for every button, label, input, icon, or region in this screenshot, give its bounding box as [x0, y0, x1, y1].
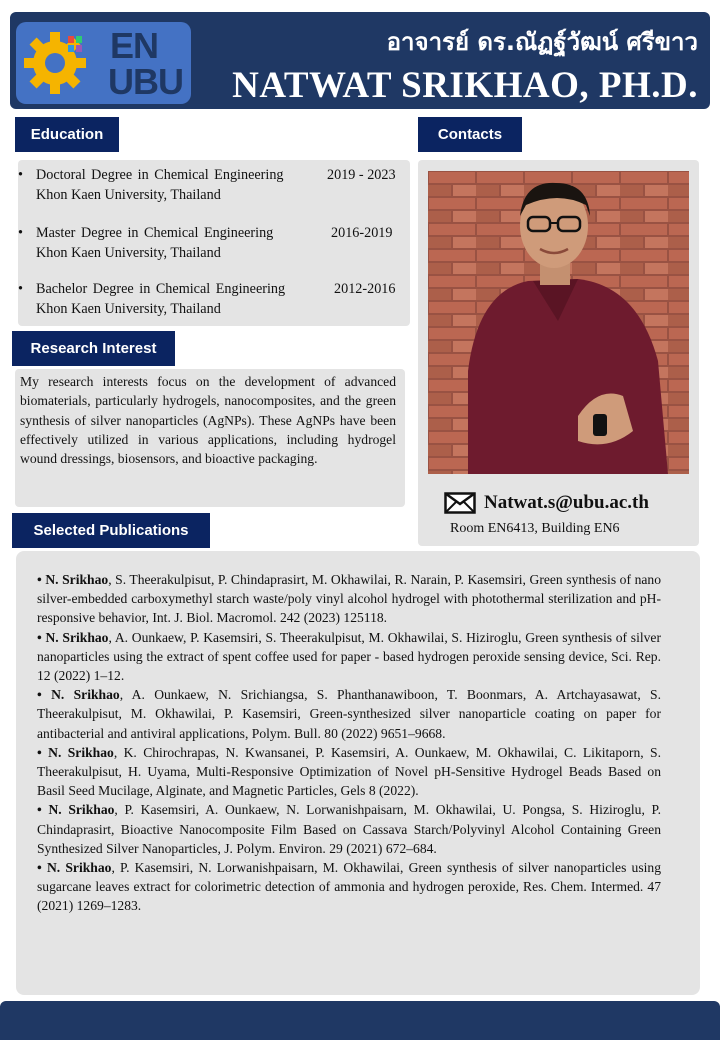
footer-bar	[0, 1001, 720, 1040]
contacts-heading: Contacts	[418, 117, 522, 152]
publication-author: N. Srikhao	[48, 802, 115, 818]
bullet: •	[37, 629, 46, 645]
degree: Doctoral Degree in Chemical Engineering	[36, 167, 284, 183]
bullet: •	[18, 167, 23, 183]
education-heading: Education	[15, 117, 119, 152]
publication-text: , P. Kasemsiri, N. Lorwanishpaisarn, M. Okhawilai, Green synthesis of silver nanoparticles using sugarcane leaves extract for colorimetric detection of ammonia and hydrogen peroxide, Res. Chem. Intermed. 47 (2021) 1269–1283.	[37, 860, 661, 914]
publication-text: , A. Ounkaew, P. Kasemsiri, S. Theerakulpisut, M. Okhawilai, S. Hiziroglu, Green synthesis of silver nanoparticles using the extract of spent coffee used for paper - based hydrogen peroxide sensing device, Sci. Rep. 12 (2022) 1–12.	[37, 629, 661, 684]
education-panel	[18, 160, 410, 326]
publication-item	[37, 685, 661, 743]
person-portrait	[428, 171, 689, 474]
bullet: •	[37, 802, 49, 818]
bullet: •	[37, 687, 52, 703]
publication-text: , P. Kasemsiri, A. Ounkaew, N. Lorwanishpaisarn, M. Okhawilai, U. Pongsa, S. Hiziroglu, P. Chindaprasirt, Bioactive Nanocomposite Film Based on Cassava Starch/Polyvinyl Alcohol Containing Green Synthesized Silver Nanoparticles, J. Polym. Environ. 29 (2021) 672–684.	[37, 802, 661, 856]
university: Khon Kaen University, Thailand	[36, 187, 221, 203]
publication-item	[37, 628, 661, 686]
publications-heading: Selected Publications	[12, 513, 210, 548]
email-row[interactable]	[444, 490, 649, 516]
room-location: Room EN6413, Building EN6	[450, 521, 620, 536]
logo-text-en: EN	[110, 25, 159, 66]
profile-photo	[428, 171, 689, 474]
publication-author: N. Srikhao	[46, 860, 112, 876]
years: 2016-2019	[331, 225, 393, 241]
publication-item	[37, 743, 661, 801]
publication-item	[37, 800, 661, 858]
english-name: NATWAT SRIKHAO, PH.D.	[232, 65, 698, 106]
publication-text: , A. Ounkaew, N. Srichiangsa, S. Phanthanawiboon, T. Boonmars, A. Artchayasawat, S. Theerakulpisut, M. Okhawilai, P. Kasemsiri, Green-synthesized silver nanoparticle coating on paper for antibacterial and antiviral applications, Polym. Bull. 80 (2022) 9651–9668.	[37, 687, 661, 741]
logo-text-ubu: UBU	[108, 61, 183, 102]
bullet: •	[18, 281, 23, 297]
years: 2012-2016	[334, 281, 396, 297]
publication-author: N. Srikhao	[51, 687, 120, 703]
publication-text: , S. Theerakulpisut, P. Chindaprasirt, M. Okhawilai, R. Narain, P. Kasemsiri, Green synthesis of nano silver-embedded carboxymethyl starch waste/poly vinyl alcohol hydrogel with photothermal sterilization and pH-responsive behavior, Int. J. Biol. Macromol. 242 (2023) 125118.	[37, 572, 661, 626]
email-address[interactable]: Natwat.s@ubu.ac.th	[484, 492, 649, 513]
research-text: My research interests focus on the development of advanced biomaterials, particularly hydrogels, nanocomposites, and the green synthesis of silver nanoparticles (AgNPs). These AgNPs have been effectively utilized in various applications, including hydrogel wound dressings, biosensors, and bioactive packaging.	[20, 374, 396, 467]
university: Khon Kaen University, Thailand	[36, 301, 221, 317]
bullet: •	[37, 860, 47, 876]
gear-icon	[20, 28, 90, 98]
bullet: •	[37, 744, 49, 760]
bullet: •	[37, 572, 46, 587]
publication-list	[37, 570, 661, 916]
publication-item	[37, 570, 661, 628]
degree: Master Degree in Chemical Engineering	[36, 225, 274, 241]
publication-item	[37, 858, 661, 916]
publication-author: N. Srikhao	[45, 629, 109, 645]
bullet: •	[18, 225, 23, 241]
thai-name: อาจารย์ ดร.ณัฏฐ์วัฒน์ ศรีขาว	[386, 28, 698, 56]
envelope-icon	[444, 492, 476, 514]
faculty-logo	[16, 22, 191, 104]
research-heading: Research Interest	[12, 331, 175, 366]
publication-text: , K. Chirochrapas, N. Kwansanei, P. Kasemsiri, A. Ounkaew, M. Okhawilai, C. Likitaporn, S. Theerakulpisut, H. Uyama, Multi-Responsive Optimization of Novel pH-Sensitive Hydrogel Beads Based on Basil Seed Mucilage, Alginate, and Magnetic Particles, Gels 8 (2022).	[37, 744, 661, 799]
years: 2019 - 2023	[327, 167, 396, 183]
publication-author: N. Srikhao	[45, 572, 109, 587]
degree: Bachelor Degree in Chemical Engineering	[36, 281, 286, 297]
university: Khon Kaen University, Thailand	[36, 245, 221, 261]
publication-author: N. Srikhao	[48, 744, 114, 760]
